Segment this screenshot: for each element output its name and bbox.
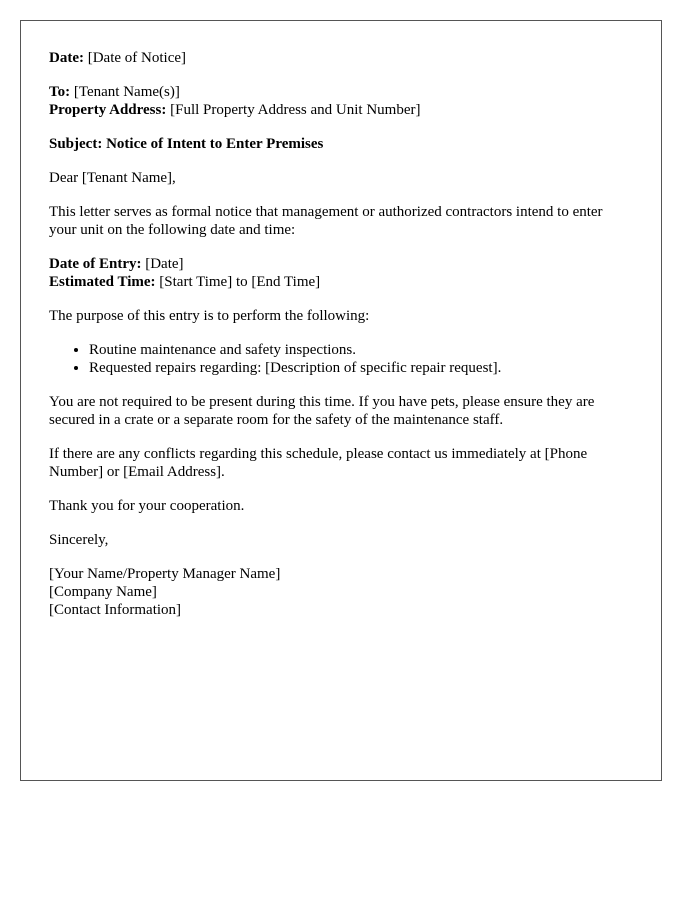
list-item: • Requested repairs regarding: [Description of specific repair request]. xyxy=(89,359,633,377)
entry-date-label: Date of Entry: xyxy=(49,256,142,272)
entry-date-line xyxy=(49,255,633,273)
subject-text: Subject: Notice of Intent to Enter Premises xyxy=(49,136,324,152)
presence-paragraph: You are not required to be present during this time. If you have pets, please ensure they are secured in a crate or a separate room for the safety of the maintenance staff. xyxy=(49,394,595,428)
notice-date-label: Date: xyxy=(49,50,84,66)
signature-name: [Your Name/Property Manager Name] xyxy=(49,566,281,582)
subject-line xyxy=(49,135,633,153)
list-item: • Routine maintenance and safety inspections. xyxy=(89,341,633,359)
to-label: To: xyxy=(49,84,71,100)
entry-time-value: [Start Time] to [End Time] xyxy=(159,274,321,290)
purpose-intro: The purpose of this entry is to perform the following: xyxy=(49,308,370,324)
thanks-paragraph: Thank you for your cooperation. xyxy=(49,498,245,514)
signature-block xyxy=(49,565,633,619)
to-line xyxy=(49,83,633,101)
entry-details xyxy=(49,255,633,291)
entry-date-value: [Date] xyxy=(145,256,184,272)
signature-company: [Company Name] xyxy=(49,584,157,600)
address-value: [Full Property Address and Unit Number] xyxy=(170,102,421,118)
signature-contact: [Contact Information] xyxy=(49,602,182,618)
notice-date-value: [Date of Notice] xyxy=(87,50,187,66)
notice-date-line xyxy=(49,49,633,67)
purpose-list xyxy=(49,341,633,377)
intro-paragraph: This letter serves as formal notice that management or authorized contractors intend to enter your unit on the following date and time: xyxy=(49,204,603,238)
conflict-paragraph: If there are any conflicts regarding this schedule, please contact us immediately at [Phone Number] or [Email Address]. xyxy=(49,446,588,480)
to-value: [Tenant Name(s)] xyxy=(73,84,180,100)
salutation: Dear [Tenant Name], xyxy=(49,170,176,186)
entry-time-line xyxy=(49,273,633,291)
address-line xyxy=(49,101,633,119)
closing: Sincerely, xyxy=(49,532,109,548)
entry-time-label: Estimated Time: xyxy=(49,274,156,290)
letter-page xyxy=(20,20,662,781)
address-label: Property Address: xyxy=(49,102,167,118)
recipient-block xyxy=(49,83,633,119)
